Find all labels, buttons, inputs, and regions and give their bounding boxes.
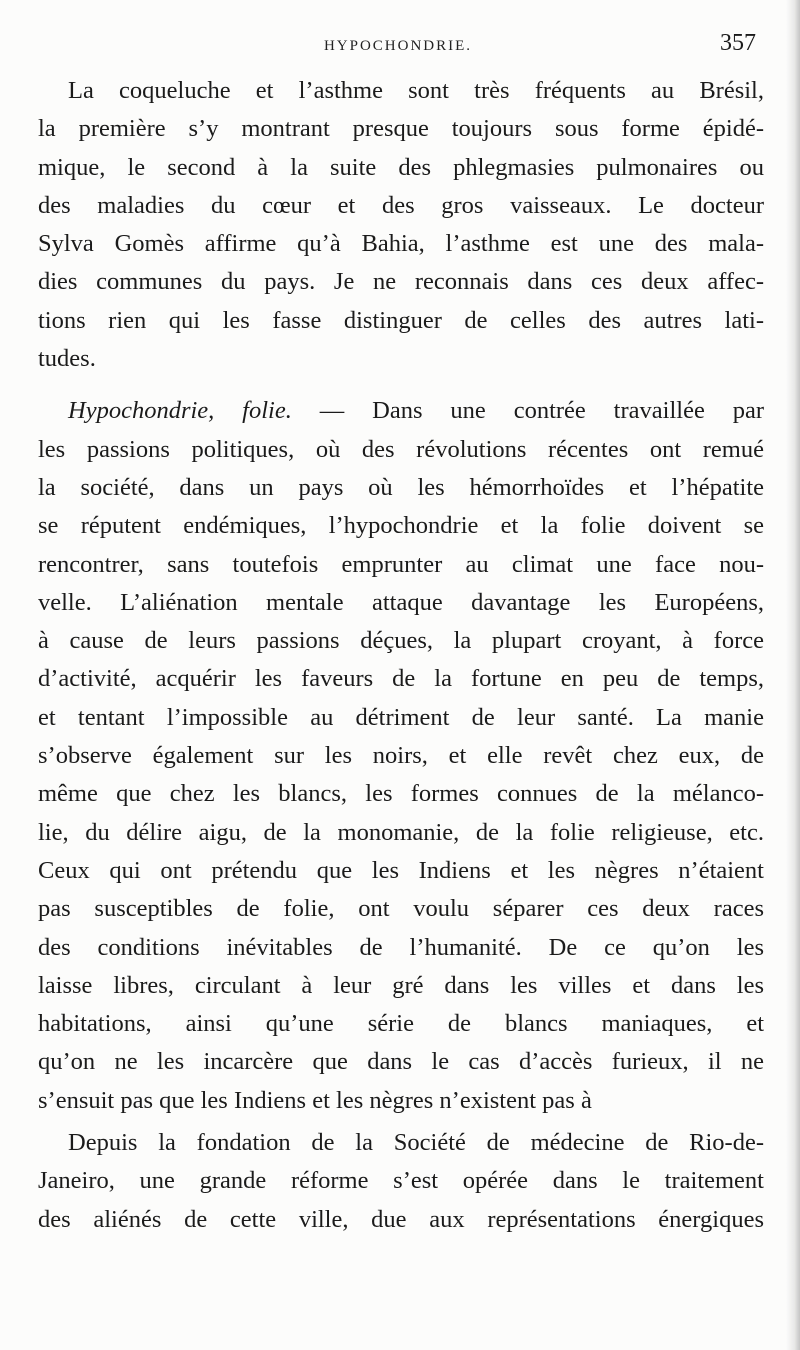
text-line: La coqueluche et l’asthme sont très fréquents au Brésil, <box>68 77 764 104</box>
text-line: mique, le second à la suite des phlegmasies pulmonaires ou <box>38 153 764 181</box>
text-line: la société, dans un pays où les hémorrhoïdes et l’hépatite <box>38 473 764 501</box>
text-line: la première s’y montrant presque toujours sous forme épidé- <box>38 115 764 143</box>
text-line: dies communes du pays. Je ne reconnais dans ces deux affec- <box>38 268 764 296</box>
page-edge-shadow <box>786 0 800 1350</box>
text-line: qu’on ne les incarcère que dans le cas d’accès furieux, il ne <box>38 1048 764 1076</box>
text-line: Ceux qui ont prétendu que les Indiens et les nègres n’étaient <box>38 856 764 884</box>
running-title: HYPOCHONDRIE. <box>323 38 473 54</box>
text-line: des conditions inévitables de l’humanité. De ce qu’on les <box>38 933 764 961</box>
text-line: velle. L’aliénation mentale attaque davantage les Européens, <box>38 588 764 616</box>
text-line: s’observe également sur les noirs, et elle revêt chez eux, de <box>38 742 764 770</box>
text-line: tudes. <box>38 345 96 373</box>
running-head <box>40 30 756 62</box>
text-line: rencontrer, sans toutefois emprunter au climat une face nou- <box>38 550 764 578</box>
text-line: à cause de leurs passions déçues, la plupart croyant, à force <box>38 627 764 655</box>
text-line: Depuis la fondation de la Société de médecine de Rio-de- <box>68 1129 764 1157</box>
heading-line-rest: — Dans une contrée travaillée par <box>291 397 765 425</box>
text-line: même que chez les blancs, les formes connues de la mélanco- <box>38 780 764 808</box>
text-line: des aliénés de cette ville, due aux représentations énergiques <box>38 1205 764 1233</box>
text-line: des maladies du cœur et des gros vaisseaux. Le docteur <box>38 191 764 219</box>
paragraph-gap <box>38 378 764 392</box>
text-line: Janeiro, une grande réforme s’est opérée dans le traitement <box>38 1167 764 1195</box>
paragraph-2 <box>38 392 764 1120</box>
text-line: se réputent endémiques, l’hypochondrie et la folie doivent se <box>38 512 764 540</box>
text-line: Sylva Gomès affirme qu’à Bahia, l’asthme est une des mala- <box>38 230 764 258</box>
text-line: les passions politiques, où des révolutions récentes ont remué <box>38 435 764 463</box>
text-line: laisse libres, circulant à leur gré dans les villes et dans les <box>38 971 764 999</box>
text-line: lie, du délire aigu, de la monomanie, de la folie religieuse, etc. <box>38 818 764 846</box>
section-heading: Hypochondrie, folie. <box>68 397 292 425</box>
text-line: et tentant l’impossible au détriment de leur santé. La manie <box>38 703 764 731</box>
paragraph-3 <box>38 1124 764 1239</box>
text-line: pas susceptibles de folie, ont voulu séparer ces deux races <box>38 895 764 923</box>
text-line: habitations, ainsi qu’une série de blancs maniaques, et <box>38 1010 764 1038</box>
text-line <box>38 392 764 430</box>
paragraph-1 <box>38 72 764 378</box>
text-line: tions rien qui les fasse distinguer de celles des autres lati- <box>38 306 764 334</box>
body-text <box>38 72 764 1239</box>
text-line: s’ensuit pas que les Indiens et les nègres n’existent pas à <box>38 1086 592 1114</box>
page-number: 357 <box>720 30 756 56</box>
text-line: d’activité, acquérir les faveurs de la fortune en peu de temps, <box>38 665 764 693</box>
